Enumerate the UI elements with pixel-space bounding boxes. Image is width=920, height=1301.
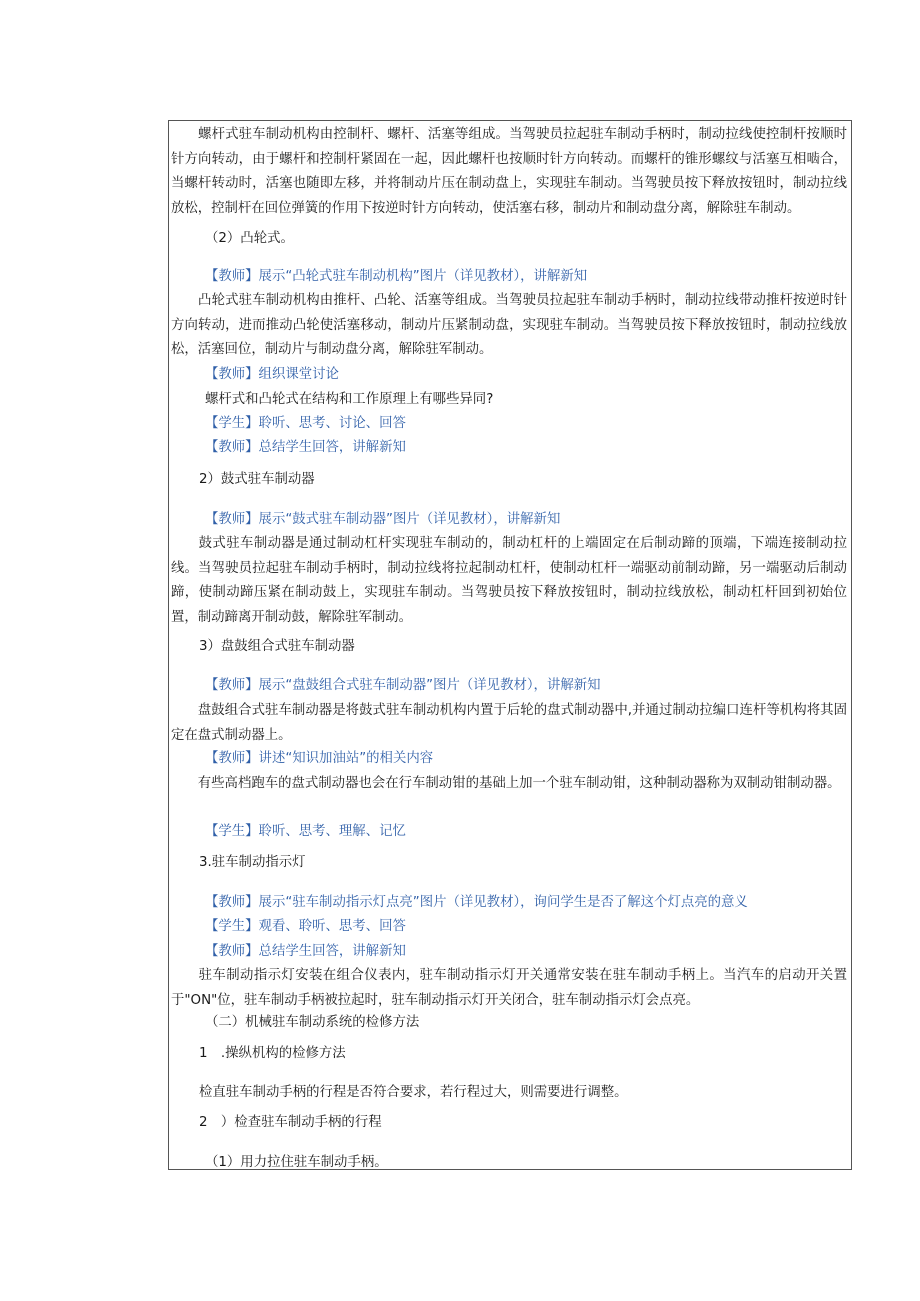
teacher-discussion: 【教师】组织课堂讨论 <box>205 367 339 382</box>
student-observe: 【学生】观看、聆听、思考、回答 <box>205 919 406 934</box>
paragraph-screw-type: 螺杆式驻车制动机构由控制杆、螺杆、活塞等组成。当驾驶员拉起驻车制动手柄时，制动拉线使控制杆按顺时针方向转动，由于螺杆和控制杆紧固在一起，因此螺杆也按顺时针方向转动。而螺杆的锥形螺纹与活塞互相啮合，当螺杆转动时，活塞也随即左移，并将制动片压在制动盘上，实现驻车制动。当驾驶员按下释放按钮时，制动拉线放松，控制杆在回位弹簧的作用下按逆时针方向转动，使活塞右移，制动片和制动盘分离，解除驻车制动。 <box>171 127 847 216</box>
heading-operating-mechanism: 1 .操纵机构的检修方法 <box>199 1046 346 1061</box>
paragraph-indicator-lamp: 驻车制动指示灯安装在组合仪表内，驻车制动指示灯开关通常安装在驻车制动手柄上。当汽车的启动开关置于"ON"位，驻车制动手柄被拉起时，驻车制动指示灯开关闭合，驻车制动指示灯会点亮。 <box>171 968 847 1008</box>
lesson-table <box>168 120 852 1170</box>
teacher-summary-1: 【教师】总结学生回答，讲解新知 <box>205 440 406 455</box>
heading-indicator-lamp: 3.驻车制动指示灯 <box>199 855 306 870</box>
student-understand: 【学生】聆听、思考、理解、记忆 <box>205 824 406 839</box>
student-discussion: 【学生】聆听、思考、讨论、回答 <box>205 416 406 431</box>
paragraph-knowledge-station: 有些高档跑车的盘式制动器也会在行车制动钳的基础上加一个驻车制动钳，这种制动器称为双制动钳制动器。 <box>171 776 841 791</box>
heading-check-travel: 2 ）检查驻车制动手柄的行程 <box>199 1115 382 1130</box>
teacher-summary-2: 【教师】总结学生回答，讲解新知 <box>205 944 406 959</box>
teacher-knowledge-station: 【教师】讲述“知识加油站”的相关内容 <box>205 751 434 766</box>
teacher-show-combo: 【教师】展示“盘鼓组合式驻车制动器”图片（详见教材），讲解新知 <box>205 678 601 693</box>
heading-cam-type: （2）凸轮式。 <box>205 231 294 246</box>
heading-repair-methods: （二）机械驻车制动系统的检修方法 <box>205 1015 420 1030</box>
heading-combo-brake: 3）盘鼓组合式驻车制动器 <box>199 639 355 654</box>
paragraph-cam-type: 凸轮式驻车制动机构由推杆、凸轮、活塞等组成。当驾驶员拉起驻车制动手柄时，制动拉线带动推杆按逆时针方向转动，进而推动凸轮使活塞移动，制动片压紧制动盘，实现驻车制动。当驾驶员按下释放按钮时，制动拉线放松，活塞回位，制动片与制动盘分离，解除驻军制动。 <box>171 293 847 357</box>
paragraph-combo-brake: 盘鼓组合式驻车制动器是将鼓式驻车制动机构内置于后轮的盘式制动器中,并通过制动拉编口连杆等机构将其固定在盘式制动器上。 <box>171 703 847 743</box>
teacher-show-drum: 【教师】展示“鼓式驻车制动器”图片（详见教材），讲解新知 <box>205 512 561 527</box>
paragraph-check-handle: 检直驻车制动手柄的行程是否符合要求，若行程过大，则需要进行调整。 <box>199 1085 628 1100</box>
paragraph-drum-brake: 鼓式驻车制动器是通过制动杠杆实现驻车制动的，制动杠杆的上端固定在后制动蹄的顶端，下端连接制动拉线。当驾驶员拉起驻车制动手柄时，制动拉线将拉起制动杠杆，使制动杠杆一端驱动前制动蹄，另一端驱动后制动蹄，使制动蹄压紧在制动鼓上，实现驻车制动。当驾驶员按下释放按钮时，制动拉线放松，制动杠杆回到初始位置，制动蹄离开制动鼓，解除驻军制动。 <box>171 536 847 625</box>
teacher-show-cam: 【教师】展示“凸轮式驻车制动机构”图片（详见教材），讲解新知 <box>205 269 588 284</box>
discussion-question: 螺杆式和凸轮式在结构和工作原理上有哪些异同? <box>205 392 494 407</box>
step-pull-handle: （1）用力拉住驻车制动手柄。 <box>205 1155 388 1170</box>
teacher-show-lamp: 【教师】展示“驻车制动指示灯点亮”图片（详见教材），询问学生是否了解这个灯点亮的意义 <box>205 895 748 910</box>
heading-drum-brake: 2）鼓式驻车制动器 <box>199 472 315 487</box>
